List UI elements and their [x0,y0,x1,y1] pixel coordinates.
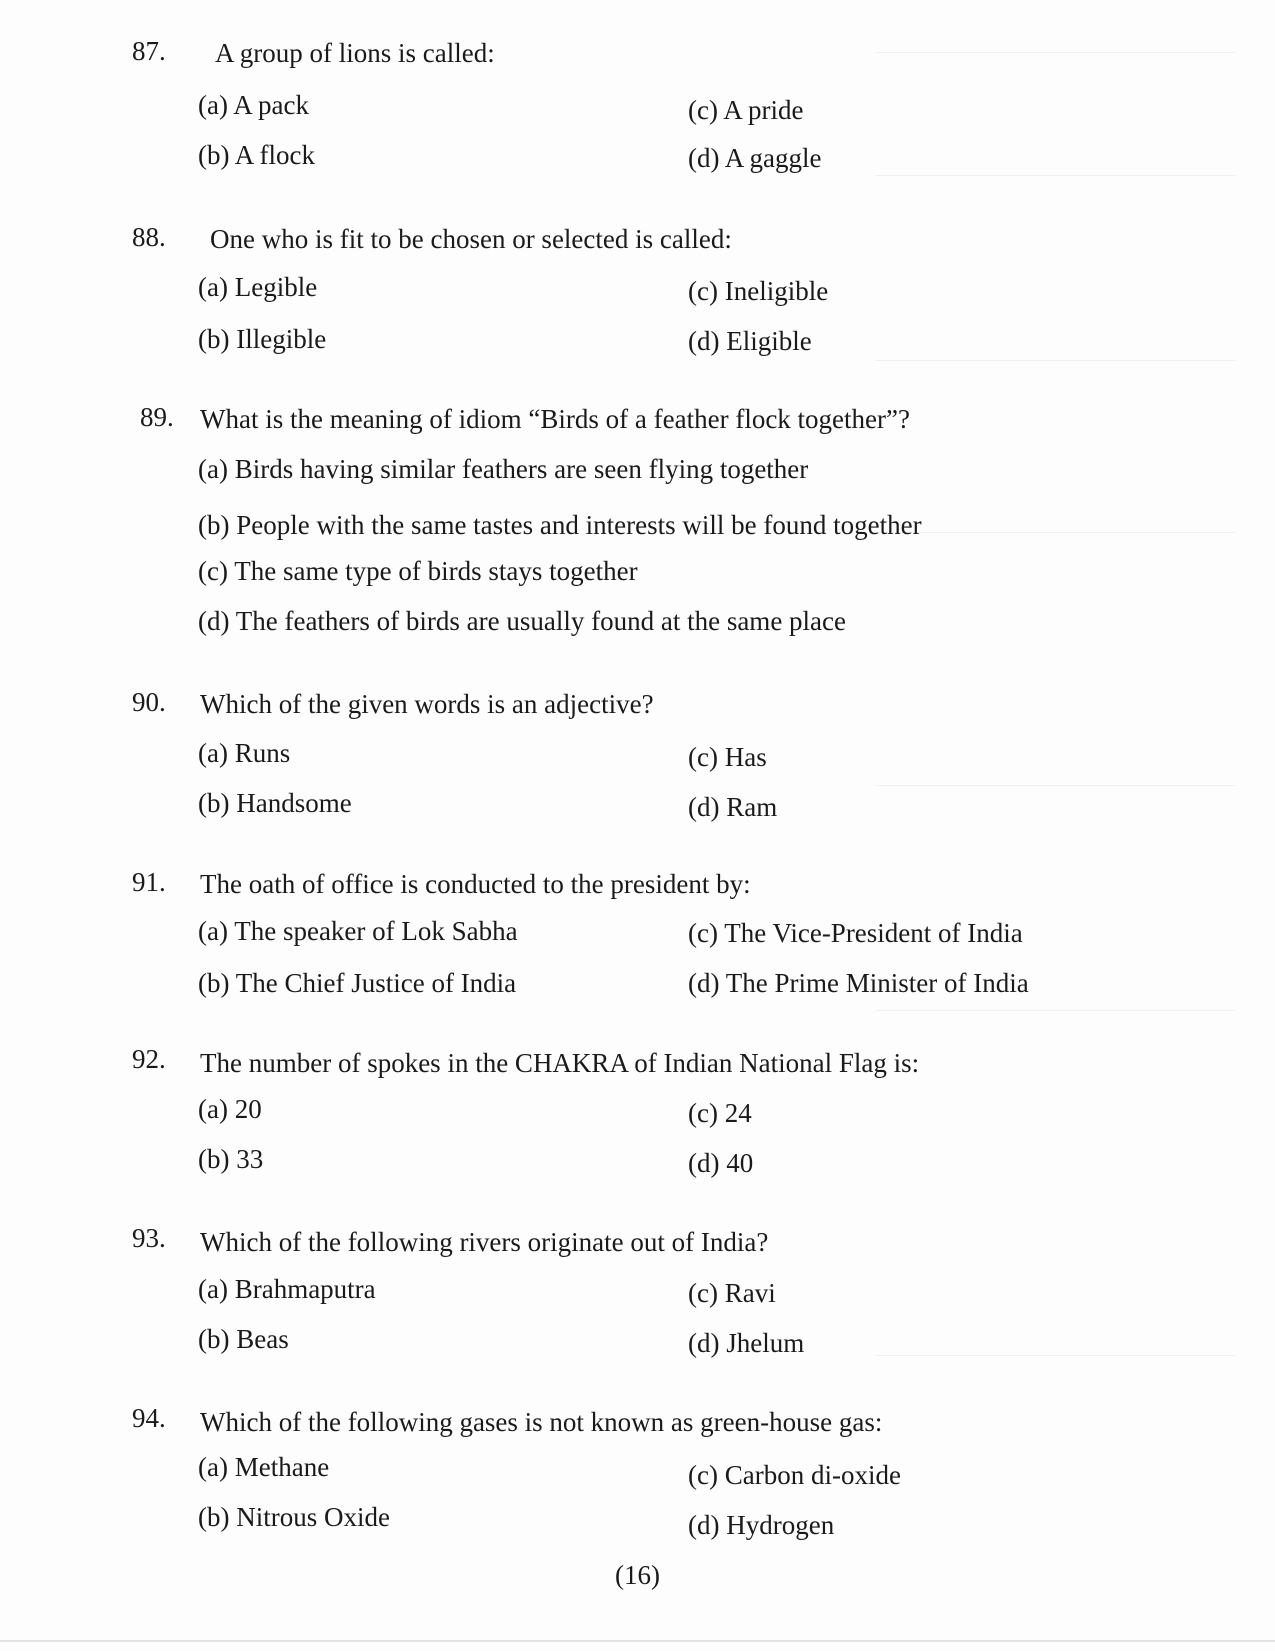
option-c: (c) The same type of birds stays together [198,556,638,586]
option-c: (c) Ravi [688,1278,776,1308]
option-d: (d) Ram [688,792,778,822]
option-a: (a) Birds having similar feathers are seen flying together [198,454,809,484]
option-c: (c) A pride [688,95,804,125]
option-c: (c) 24 [688,1098,752,1128]
option-d: (d) Eligible [688,326,812,356]
question-number: 93. [132,1223,166,1253]
question-text: One who is fit to be chosen or selected is called: [210,224,732,254]
bleed-through-line [875,52,1235,53]
option-d: (d) The Prime Minister of India [688,968,1029,998]
bleed-through-line [875,360,1235,361]
question-number: 92. [132,1044,166,1074]
question-number: 88. [132,222,166,252]
option-b: (b) The Chief Justice of India [198,968,517,998]
option-c: (c) The Vice-President of India [688,918,1023,948]
question-text: Which of the given words is an adjective? [200,689,654,719]
question-text: What is the meaning of idiom “Birds of a feather flock together”? [200,404,910,434]
bleed-through-line [875,785,1235,786]
bleed-through-line [875,1010,1235,1011]
option-a: (a) A pack [198,90,309,120]
question-number: 89. [140,402,174,432]
option-d: (d) A gaggle [688,143,822,173]
page-number: (16) [615,1560,660,1590]
option-a: (a) Methane [198,1452,330,1482]
question-number: 91. [132,867,166,897]
option-b: (b) People with the same tastes and interests will be found together [198,510,922,540]
option-c: (c) Has [688,742,767,772]
question-text: The oath of office is conducted to the president by: [200,869,751,899]
option-d: (d) 40 [688,1148,754,1178]
option-a: (a) The speaker of Lok Sabha [198,916,518,946]
question-text: A group of lions is called: [215,38,495,68]
option-c: (c) Ineligible [688,276,829,306]
option-b: (b) Handsome [198,788,352,818]
option-a: (a) Brahmaputra [198,1274,376,1304]
bleed-through-line [875,532,1235,533]
question-number: 94. [132,1403,166,1433]
question-number: 90. [132,687,166,717]
option-a: (a) 20 [198,1094,262,1124]
bleed-through-line [875,175,1235,176]
option-b: (b) A flock [198,140,315,170]
option-d: (d) Jhelum [688,1328,805,1358]
option-d: (d) The feathers of birds are usually found at the same place [198,606,846,636]
option-b: (b) 33 [198,1144,264,1174]
option-d: (d) Hydrogen [688,1510,835,1540]
option-b: (b) Nitrous Oxide [198,1502,390,1532]
option-c: (c) Carbon di-oxide [688,1460,901,1490]
option-a: (a) Legible [198,272,318,302]
question-text: The number of spokes in the CHAKRA of Indian National Flag is: [200,1048,920,1078]
question-number: 87. [132,36,166,66]
question-text: Which of the following gases is not known as green-house gas: [200,1407,883,1437]
question-text: Which of the following rivers originate out of India? [200,1227,769,1257]
bleed-through-line [875,1355,1235,1356]
option-b: (b) Illegible [198,324,327,354]
option-b: (b) Beas [198,1324,289,1354]
scan-edge [0,1640,1275,1642]
option-a: (a) Runs [198,738,291,768]
